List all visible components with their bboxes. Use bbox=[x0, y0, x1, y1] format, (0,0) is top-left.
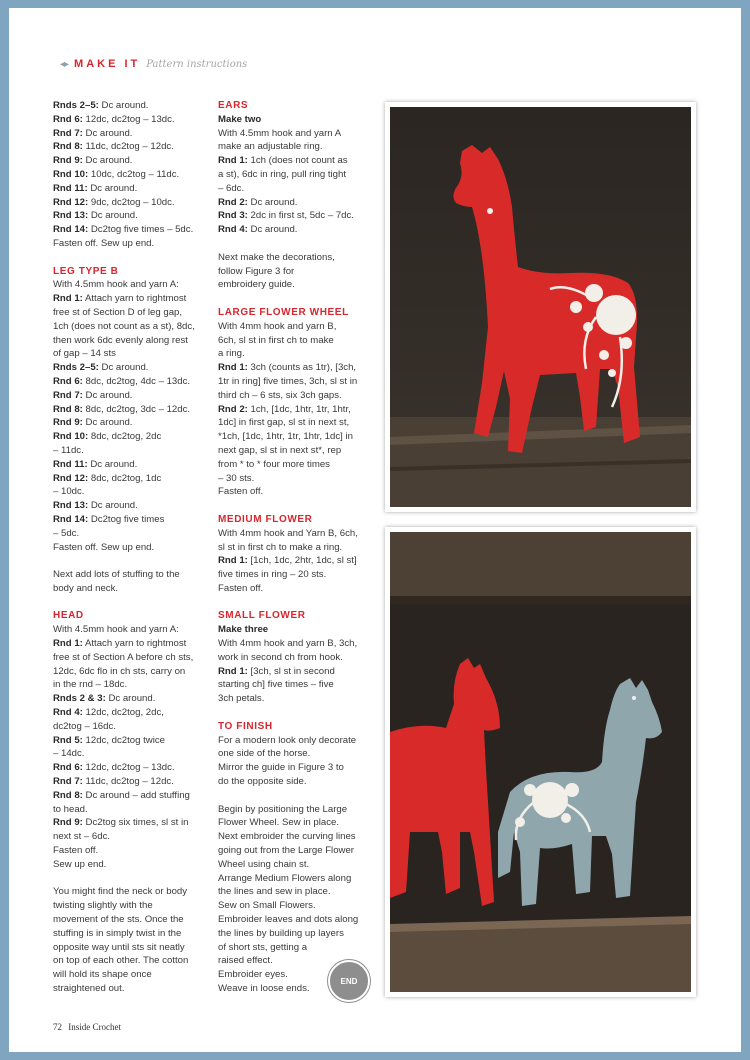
section-heading: LARGE FLOWER WHEEL bbox=[218, 306, 349, 318]
round-text: 8dc, dc2tog, 3dc – 12dc. bbox=[82, 403, 191, 415]
round-label: Rnd 9: bbox=[53, 417, 83, 429]
instruction-line: – 11dc. bbox=[53, 444, 84, 456]
instruction-line: follow Figure 3 for bbox=[218, 265, 295, 277]
round-label: Rnd 10: bbox=[53, 431, 89, 443]
round-text: Dc2tog six times, sl st in bbox=[82, 817, 189, 829]
round-text: Dc around. bbox=[82, 417, 133, 429]
round-label: Rnds 2–5: bbox=[53, 362, 99, 374]
instruction-line: from * to * four more times bbox=[218, 458, 330, 470]
round-label: Rnd 6: bbox=[53, 375, 83, 387]
instruction-line: embroidery guide. bbox=[218, 279, 295, 291]
round-label: Rnd 12: bbox=[53, 472, 89, 484]
round-text: Dc around. bbox=[105, 693, 156, 705]
round-label: Rnd 1: bbox=[218, 362, 248, 374]
section-heading: SMALL FLOWER bbox=[218, 610, 306, 622]
round-instruction bbox=[53, 113, 203, 127]
instruction-line: of short sts, getting a bbox=[218, 941, 308, 953]
round-instruction bbox=[218, 403, 368, 417]
round-instruction bbox=[53, 182, 203, 196]
arrow-icon: ◂▸ bbox=[60, 58, 69, 70]
section-header bbox=[60, 58, 247, 70]
instruction-line: Sew up end. bbox=[53, 858, 107, 870]
section-heading: HEAD bbox=[53, 610, 84, 622]
instruction-line: Weave in loose ends. bbox=[218, 983, 310, 994]
instruction-line: body and neck. bbox=[53, 582, 119, 594]
round-instruction bbox=[53, 458, 203, 472]
round-label: Rnd 7: bbox=[53, 127, 83, 139]
round-label: Rnd 9: bbox=[53, 155, 83, 167]
instruction-line: With 4mm hook and yarn B, bbox=[218, 320, 337, 332]
round-text: 12dc, dc2tog, 2dc, bbox=[82, 707, 164, 719]
instruction-line: Embroider leaves and dots along bbox=[218, 914, 359, 926]
round-text: Dc around. bbox=[98, 100, 149, 111]
photo-two-horses bbox=[385, 527, 696, 997]
instruction-line: 6ch, sl st in first ch to make bbox=[218, 334, 334, 346]
round-text: 11dc, dc2tog – 12dc. bbox=[82, 776, 174, 788]
round-instruction bbox=[53, 196, 203, 210]
instruction-line: With 4.5mm hook and yarn A bbox=[218, 127, 342, 139]
section-heading: TO FINISH bbox=[218, 720, 273, 732]
round-text: 12dc, dc2tog – 13dc. bbox=[82, 762, 175, 774]
round-instruction bbox=[218, 554, 368, 568]
round-label: Rnd 14: bbox=[53, 224, 89, 236]
round-instruction bbox=[218, 209, 368, 223]
round-label: Rnd 14: bbox=[53, 513, 89, 525]
instruction-line: the lines by building up layers bbox=[218, 927, 344, 939]
instruction-line: 1ch (does not count as a st), 8dc, bbox=[53, 320, 195, 332]
round-instruction bbox=[53, 209, 203, 223]
instruction-line: Next add lots of stuffing to the bbox=[53, 569, 180, 581]
round-text: Dc around. bbox=[82, 389, 133, 401]
pattern-column-left bbox=[53, 99, 203, 996]
round-instruction bbox=[53, 816, 203, 830]
instruction-line: sl st in first ch to make a ring. bbox=[218, 541, 343, 553]
round-instruction bbox=[218, 154, 368, 168]
round-instruction bbox=[53, 775, 203, 789]
section-heading: EARS bbox=[218, 100, 249, 111]
round-instruction bbox=[53, 637, 203, 651]
instruction-line: raised effect. bbox=[218, 955, 273, 967]
round-instruction bbox=[218, 223, 368, 237]
instruction-line: going out from the Large Flower bbox=[218, 845, 354, 857]
round-instruction bbox=[53, 513, 203, 527]
round-instruction bbox=[53, 292, 203, 306]
round-text: 8dc, dc2tog, 4dc – 13dc. bbox=[82, 375, 191, 387]
instruction-line: five times in ring – 20 sts. bbox=[218, 569, 327, 581]
section-heading: MEDIUM FLOWER bbox=[218, 513, 313, 525]
paragraph-gap bbox=[218, 292, 368, 306]
round-instruction bbox=[53, 472, 203, 486]
round-label: Rnd 1: bbox=[53, 638, 83, 650]
round-label: Rnds 2–5: bbox=[53, 100, 99, 111]
round-label: Rnd 1: bbox=[218, 155, 248, 167]
instruction-line: Fasten off. bbox=[218, 582, 264, 594]
round-text: Dc around. bbox=[82, 127, 133, 139]
paragraph-gap bbox=[53, 872, 203, 886]
round-instruction bbox=[53, 154, 203, 168]
sub-heading: Make two bbox=[218, 113, 262, 125]
round-label: Rnd 2: bbox=[218, 403, 248, 415]
paragraph-gap bbox=[53, 596, 203, 610]
instruction-line: Mirror the guide in Figure 3 to bbox=[218, 762, 344, 774]
round-label: Rnd 7: bbox=[53, 389, 83, 401]
paragraph-gap bbox=[53, 554, 203, 568]
round-text: 12dc, dc2tog – 13dc. bbox=[82, 113, 175, 125]
round-text: [1ch, 1dc, 2htr, 1dc, sl st] bbox=[247, 555, 357, 567]
instruction-line: Next make the decorations, bbox=[218, 251, 335, 263]
paragraph-gap bbox=[218, 789, 368, 803]
round-text: 11dc, dc2tog – 12dc. bbox=[82, 141, 174, 153]
instruction-line: With 4mm hook and Yarn B, 6ch, bbox=[218, 527, 358, 539]
round-label: Rnd 1: bbox=[218, 555, 248, 567]
round-label: Rnd 11: bbox=[53, 182, 88, 194]
end-badge: END bbox=[328, 960, 370, 1002]
round-label: Rnd 8: bbox=[53, 789, 83, 801]
round-text: 10dc, dc2tog – 11dc. bbox=[88, 168, 180, 180]
paragraph-gap bbox=[218, 237, 368, 251]
instruction-line: will hold its shape once bbox=[53, 969, 152, 981]
instruction-line: next gap, sl st in next st*, rep bbox=[218, 444, 342, 456]
round-text: Dc around. bbox=[87, 182, 138, 194]
round-text: Attach yarn to rightmost bbox=[82, 293, 187, 305]
round-label: Rnd 3: bbox=[218, 210, 248, 222]
instruction-line: – 10dc. bbox=[53, 486, 85, 498]
round-instruction bbox=[53, 168, 203, 182]
round-text: 12dc, dc2tog twice bbox=[82, 734, 165, 746]
instruction-line: dc2tog – 16dc. bbox=[53, 720, 116, 732]
instruction-line: stuffing is in simply twist in the bbox=[53, 927, 182, 939]
instruction-line: next st – 6dc. bbox=[53, 831, 111, 843]
instruction-line: With 4.5mm hook and yarn A: bbox=[53, 624, 179, 636]
instruction-line: Fasten off. bbox=[53, 845, 99, 857]
round-text: [3ch, sl st in second bbox=[247, 665, 335, 677]
instruction-line: in the rnd – 18dc. bbox=[53, 679, 128, 691]
instruction-line: work in second ch from hook. bbox=[218, 651, 343, 663]
round-text: Attach yarn to rightmost bbox=[82, 638, 187, 650]
instruction-line: 12dc, 6dc flo in ch sts, carry on bbox=[53, 665, 186, 677]
round-label: Rnd 12: bbox=[53, 196, 89, 208]
round-text: Dc around. bbox=[88, 210, 138, 222]
instruction-line: twisting slightly with the bbox=[53, 900, 153, 912]
round-label: Rnd 11: bbox=[53, 458, 88, 470]
instruction-line: You might find the neck or body bbox=[53, 886, 188, 898]
sub-heading: Make three bbox=[218, 624, 269, 636]
instruction-line: to head. bbox=[53, 803, 88, 815]
round-label: Rnd 2: bbox=[218, 196, 248, 208]
instruction-line: free st of Section A before ch sts, bbox=[53, 651, 194, 663]
instruction-line: With 4mm hook and yarn B, 3ch, bbox=[218, 638, 358, 650]
round-instruction bbox=[53, 761, 203, 775]
round-instruction bbox=[53, 223, 203, 237]
instruction-line: the lines and sew in place. bbox=[218, 886, 331, 898]
instruction-line: Next embroider the curving lines bbox=[218, 831, 356, 843]
paragraph-gap bbox=[218, 499, 368, 513]
round-label: Rnd 9: bbox=[53, 817, 83, 829]
round-instruction bbox=[218, 665, 368, 679]
instruction-line: Fasten off. Sew up end. bbox=[53, 541, 155, 553]
instruction-line: 3ch petals. bbox=[218, 693, 265, 705]
round-label: Rnd 13: bbox=[53, 210, 89, 222]
round-instruction bbox=[53, 430, 203, 444]
instruction-line: movement of the sts. Once the bbox=[53, 914, 184, 926]
round-text: 8dc, dc2tog, 1dc bbox=[88, 472, 162, 484]
instruction-line: free st of Section D of leg gap, bbox=[53, 306, 183, 318]
round-label: Rnd 10: bbox=[53, 168, 89, 180]
round-label: Rnd 4: bbox=[53, 707, 83, 719]
round-text: Dc around. bbox=[88, 500, 138, 512]
round-label: Rnd 13: bbox=[53, 500, 89, 512]
instruction-line: 1tr in ring] five times, 3ch, sl st in bbox=[218, 375, 358, 387]
round-instruction bbox=[53, 361, 203, 375]
instruction-line: Fasten off. Sew up end. bbox=[53, 237, 155, 249]
round-instruction bbox=[218, 361, 368, 375]
round-instruction bbox=[53, 127, 203, 141]
instruction-line: straightened out. bbox=[53, 983, 125, 994]
instruction-line: – 5dc. bbox=[53, 527, 80, 539]
instruction-line: Flower Wheel. Sew in place. bbox=[218, 817, 340, 829]
round-text: 3ch (counts as 1tr), [3ch, bbox=[247, 362, 357, 374]
round-instruction bbox=[53, 403, 203, 417]
instruction-line: – 14dc. bbox=[53, 748, 85, 760]
instruction-line: a st), 6dc in ring, pull ring tight bbox=[218, 168, 346, 180]
instruction-line: one side of the horse. bbox=[218, 748, 311, 760]
section-heading: LEG TYPE B bbox=[53, 265, 119, 277]
round-text: Dc around. bbox=[82, 155, 133, 167]
instruction-line: third ch – 6 sts, six 3ch gaps. bbox=[218, 389, 342, 401]
round-text: Dc around. bbox=[247, 224, 298, 236]
round-instruction bbox=[53, 375, 203, 389]
instruction-line: Embroider eyes. bbox=[218, 969, 288, 981]
round-text: Dc2tog five times bbox=[88, 513, 165, 525]
photo-red-horse bbox=[385, 102, 696, 512]
round-label: Rnd 1: bbox=[218, 665, 248, 677]
instruction-line: opposite way until sts sit neatly bbox=[53, 941, 185, 953]
section-subtitle: Pattern instructions bbox=[146, 58, 248, 70]
round-text: 1ch, [1dc, 1htr, 1tr, 1htr, bbox=[247, 403, 351, 415]
instruction-line: Sew on Small Flowers. bbox=[218, 900, 316, 912]
magazine-name: Inside Crochet bbox=[68, 1022, 121, 1032]
round-text: Dc around. bbox=[98, 362, 149, 374]
paragraph-gap bbox=[218, 706, 368, 720]
instruction-line: – 6dc. bbox=[218, 182, 245, 194]
instruction-line: 1dc] in first gap, sl st in next st, bbox=[218, 417, 350, 429]
round-label: Rnd 7: bbox=[53, 776, 83, 788]
round-text: 1ch (does not count as bbox=[247, 155, 348, 167]
instruction-line: Begin by positioning the Large bbox=[218, 803, 348, 815]
round-label: Rnd 4: bbox=[218, 224, 248, 236]
instruction-line: With 4.5mm hook and yarn A: bbox=[53, 279, 179, 291]
round-instruction bbox=[53, 789, 203, 803]
instruction-line: do the opposite side. bbox=[218, 776, 307, 788]
round-instruction bbox=[53, 706, 203, 720]
round-label: Rnd 5: bbox=[53, 734, 83, 746]
instruction-line: on top of each other. The cotton bbox=[53, 955, 189, 967]
round-instruction bbox=[53, 692, 203, 706]
instruction-line: of gap – 14 sts bbox=[53, 348, 116, 360]
paragraph-gap bbox=[53, 251, 203, 265]
round-text: Dc around. bbox=[247, 196, 298, 208]
instruction-line: For a modern look only decorate bbox=[218, 734, 357, 746]
round-text: 9dc, dc2tog – 10dc. bbox=[88, 196, 175, 208]
round-instruction bbox=[53, 389, 203, 403]
instruction-line: Fasten off. bbox=[218, 486, 264, 498]
section-title: MAKE IT bbox=[74, 58, 141, 70]
page-footer bbox=[53, 1022, 125, 1032]
round-instruction bbox=[53, 99, 203, 113]
round-instruction bbox=[53, 416, 203, 430]
page-number: 72 bbox=[53, 1022, 62, 1032]
round-label: Rnd 8: bbox=[53, 403, 83, 415]
round-instruction bbox=[53, 499, 203, 513]
round-label: Rnd 8: bbox=[53, 141, 83, 153]
round-text: 8dc, dc2tog, 2dc bbox=[88, 431, 162, 443]
round-instruction bbox=[53, 734, 203, 748]
round-instruction bbox=[53, 140, 203, 154]
instruction-line: make an adjustable ring. bbox=[218, 141, 323, 153]
round-text: Dc around – add stuffing bbox=[82, 789, 190, 801]
round-text: 2dc in first st, 5dc – 7dc. bbox=[247, 210, 354, 222]
instruction-line: – 30 sts. bbox=[218, 472, 255, 484]
paragraph-gap bbox=[218, 596, 368, 610]
instruction-line: a ring. bbox=[218, 348, 245, 360]
round-label: Rnds 2 & 3: bbox=[53, 693, 106, 705]
round-instruction bbox=[218, 196, 368, 210]
round-label: Rnd 6: bbox=[53, 762, 83, 774]
instruction-line: Wheel using chain st. bbox=[218, 858, 310, 870]
instruction-line: *1ch, [1dc, 1htr, 1tr, 1htr, 1dc] in bbox=[218, 431, 353, 443]
pattern-column-right bbox=[218, 99, 368, 996]
round-text: Dc around. bbox=[87, 458, 138, 470]
round-label: Rnd 6: bbox=[53, 113, 83, 125]
instruction-line: then work 6dc evenly along rest bbox=[53, 334, 188, 346]
round-label: Rnd 1: bbox=[53, 293, 83, 305]
instruction-line: Arrange Medium Flowers along bbox=[218, 872, 352, 884]
instruction-line: starting ch] five times – five bbox=[218, 679, 334, 691]
round-text: Dc2tog five times – 5dc. bbox=[88, 224, 194, 236]
